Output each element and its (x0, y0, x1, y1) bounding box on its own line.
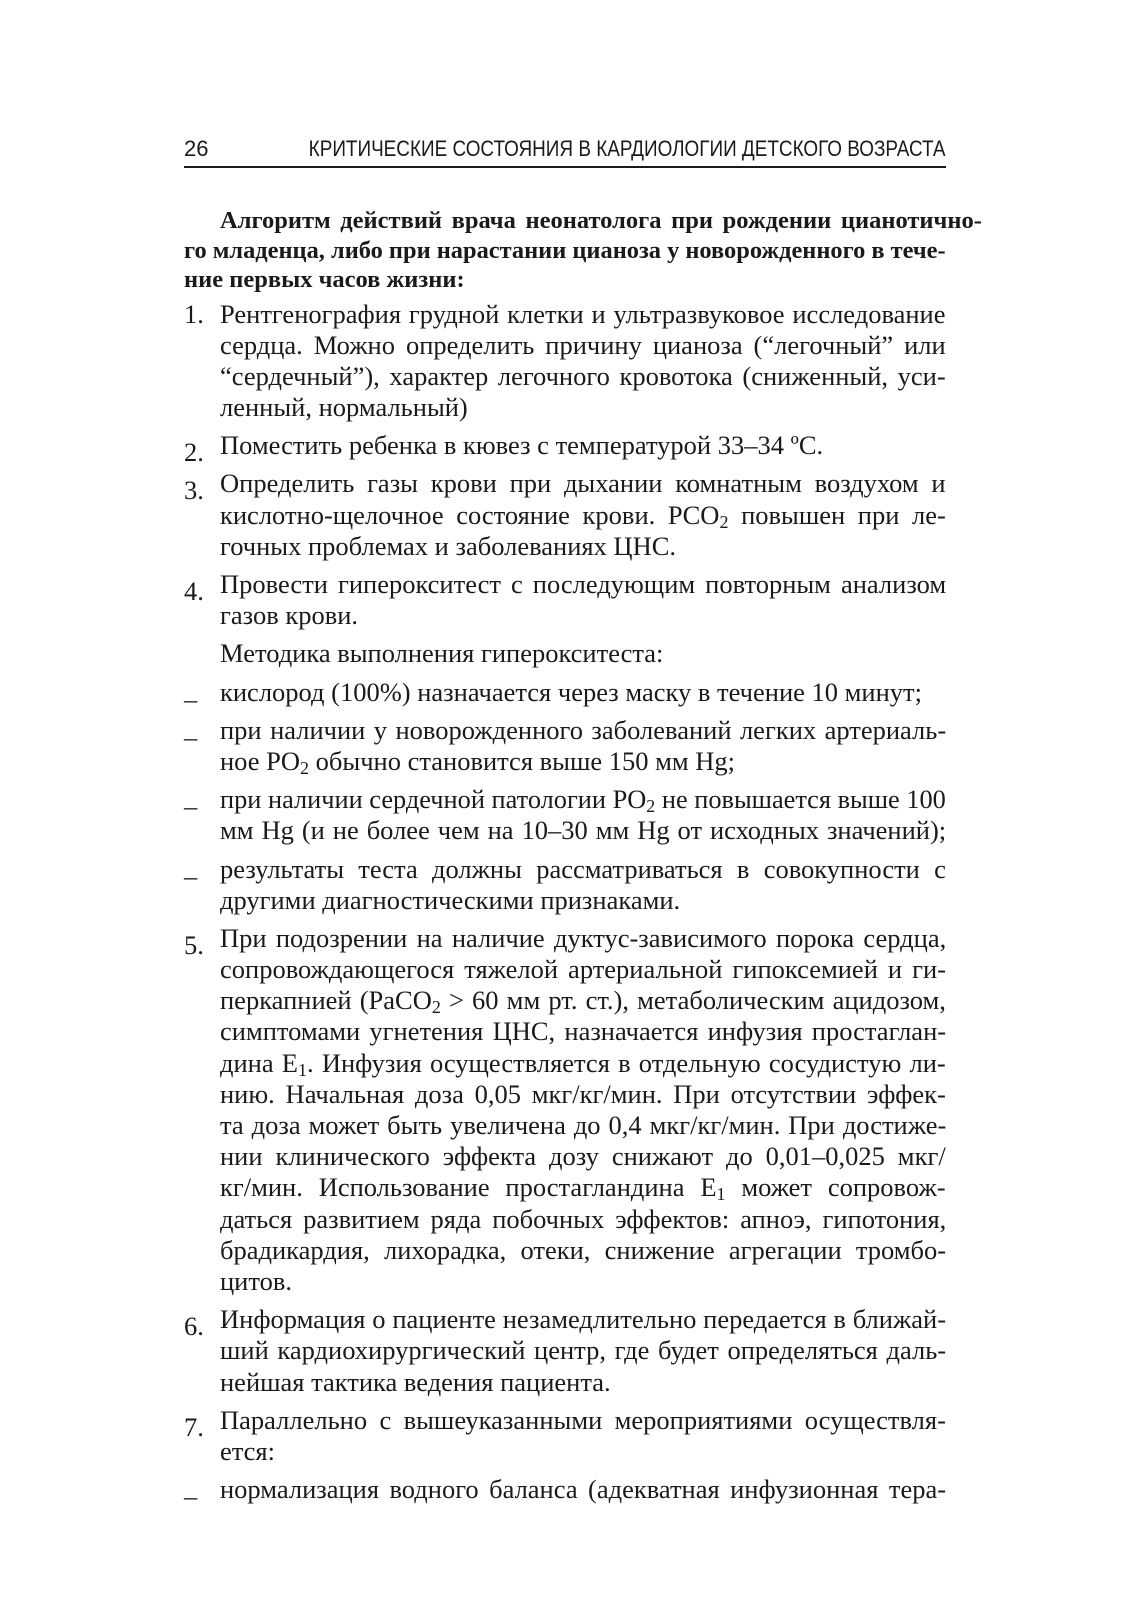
dash-marker: – (184, 721, 198, 752)
item-number: 6. (184, 1311, 204, 1342)
item-text-line (220, 1048, 946, 1079)
item-text-line: ется: (220, 1435, 275, 1466)
heading-line: ние первых часов жизни: (184, 266, 465, 293)
item-text-line: сопровождающегося тяжелой артериальной гипоксемией и ги- (220, 954, 946, 985)
list-item (184, 569, 946, 670)
text-run: перкапнией (PaCO (220, 985, 432, 1016)
item-text-line: та доза может быть увеличена до 0,4 мкг/кг/мин. При достиже- (220, 1110, 947, 1140)
dash-item (184, 854, 946, 916)
subscript: 2 (300, 757, 310, 778)
item-text-line: кислород (100%) назначается через маску в течение 10 минут; (220, 676, 922, 707)
text-run: может сопровож- (725, 1172, 946, 1203)
text-run: кг/мин. Использование простагландина Е (220, 1172, 717, 1203)
item-text-line: результаты теста должны рассматриваться в совокупности с (220, 853, 946, 884)
dash-item (184, 1474, 947, 1512)
section-heading (184, 206, 982, 295)
item-text-line: при наличии у новорожденного заболеваний легких артериаль- (220, 714, 947, 745)
page-number: 26 (184, 136, 209, 161)
item-text-line: другими диагностическими признаками. (220, 884, 681, 915)
dash-marker: – (184, 791, 198, 822)
item-text-line: симптомами угнетения ЦНС, назначается инфузия простаглан- (220, 1016, 947, 1047)
item-text-line: Поместить ребенка в кювез с температурой 33–34 ºС. (220, 430, 824, 461)
text-run: обычно становится выше 150 мм Hg; (309, 745, 736, 776)
list-item (184, 1405, 946, 1467)
dash-item (184, 715, 946, 777)
running-title: КРИТИЧЕСКИЕ СОСТОЯНИЯ В КАРДИОЛОГИИ ДЕТСКОГО ВОЗРАСТА (309, 136, 946, 161)
item-text-line: нейшая тактика ведения пациента. (220, 1366, 611, 1397)
item-text-line (220, 746, 946, 777)
item-number: 7. (184, 1411, 204, 1442)
item-text-line (220, 784, 946, 815)
item-text-line: Информация о пациенте незамедлительно передается в ближай- (220, 1304, 947, 1335)
item-number: 4. (184, 576, 204, 606)
list-item (184, 923, 946, 1297)
list-item (184, 299, 946, 424)
subscript: 2 (719, 511, 729, 532)
item-text-line: ший кардиохирургический центр, где будет определяться даль- (220, 1335, 947, 1366)
item-number: 1. (184, 298, 204, 329)
heading-line: го младенца, либо при нарастании цианоза у новорожденного в тече- (184, 236, 946, 264)
subscript: 1 (298, 1059, 308, 1080)
item-text-line: Провести гиперокситест с последующим повторным анализом (220, 569, 947, 599)
item-number: 3. (184, 475, 204, 506)
text-run: . Инфузия осуществляется в отдельную сосудистую ли- (307, 1047, 946, 1078)
item-text-line: При подозрении на наличие дуктус-зависимого порока сердца, (220, 922, 947, 953)
item-text-line: Определить газы крови при дыхании комнатным воздухом и (220, 468, 946, 499)
item-text-line: даться развитием ряда побочных эффектов: апноэ, гипотония, (220, 1203, 947, 1234)
dash-item (184, 676, 946, 714)
item-text-line: Методика выполнения гиперокситеста: (220, 638, 664, 669)
item-number: 2. (184, 437, 204, 468)
dash-marker: – (184, 683, 198, 714)
text-run: при наличии сердечной патологии PO (220, 784, 647, 815)
item-text-line: нормализация водного баланса (адекватная инфузионная тера- (220, 1474, 947, 1505)
item-text-line: мм Hg (и не более чем на 10–30 мм Hg от исходных значений); (220, 815, 947, 846)
heading-line: Алгоритм действий врача неонатолога при рождении цианотично- (220, 207, 982, 234)
item-text-line: Параллельно с вышеуказанными мероприятиями осуществля- (220, 1404, 946, 1435)
dash-marker: – (184, 1481, 198, 1512)
text-run: ное PO (220, 745, 301, 776)
text-run: кислотно-щелочное состояние крови. PCO (220, 499, 720, 530)
item-text-line: цитов. (220, 1265, 292, 1296)
text-run: не повышается выше 100 (655, 784, 946, 815)
item-text-line: нию. Начальная доза 0,05 мкг/кг/мин. При отсутствии эффек- (220, 1078, 946, 1109)
running-header (184, 132, 946, 168)
item-text-line: гочных проблемах и заболеваниях ЦНС. (220, 530, 677, 561)
item-text-line (220, 985, 946, 1016)
item-text-line: Рентгенография грудной клетки и ультразвуковое исследование (220, 298, 946, 329)
subscript: 2 (431, 997, 441, 1018)
item-text-line: брадикардия, лихорадка, отеки, снижение агрегации тромбо- (220, 1234, 947, 1265)
item-text-line: газов крови. (220, 600, 359, 631)
item-text-line (220, 500, 946, 531)
dash-marker: – (184, 860, 198, 891)
item-text-line: ленный, нормальный) (220, 392, 468, 423)
subscript: 2 (646, 796, 656, 817)
item-number: 5. (184, 929, 204, 960)
item-text-line: сердца. Можно определить причину цианоза (“легочный” или (220, 329, 946, 360)
item-text-line (220, 1172, 946, 1203)
item-text-line: “сердечный”), характер легочного кровотока (сниженный, уси- (220, 360, 946, 391)
page-body (184, 206, 982, 1512)
item-text-line: нии клинического эффекта дозу снижают до 0,01–0,025 мкг/ (220, 1141, 946, 1172)
text-run: дина Е (220, 1047, 298, 1078)
list-item (184, 1304, 946, 1398)
dash-item (184, 784, 946, 846)
subscript: 1 (716, 1184, 726, 1205)
text-run: > 60 мм рт. ст.), метаболическим ацидозом, (440, 985, 946, 1016)
list-item (184, 468, 946, 562)
text-run: повышен при ле- (728, 499, 946, 530)
list-item (184, 430, 946, 468)
